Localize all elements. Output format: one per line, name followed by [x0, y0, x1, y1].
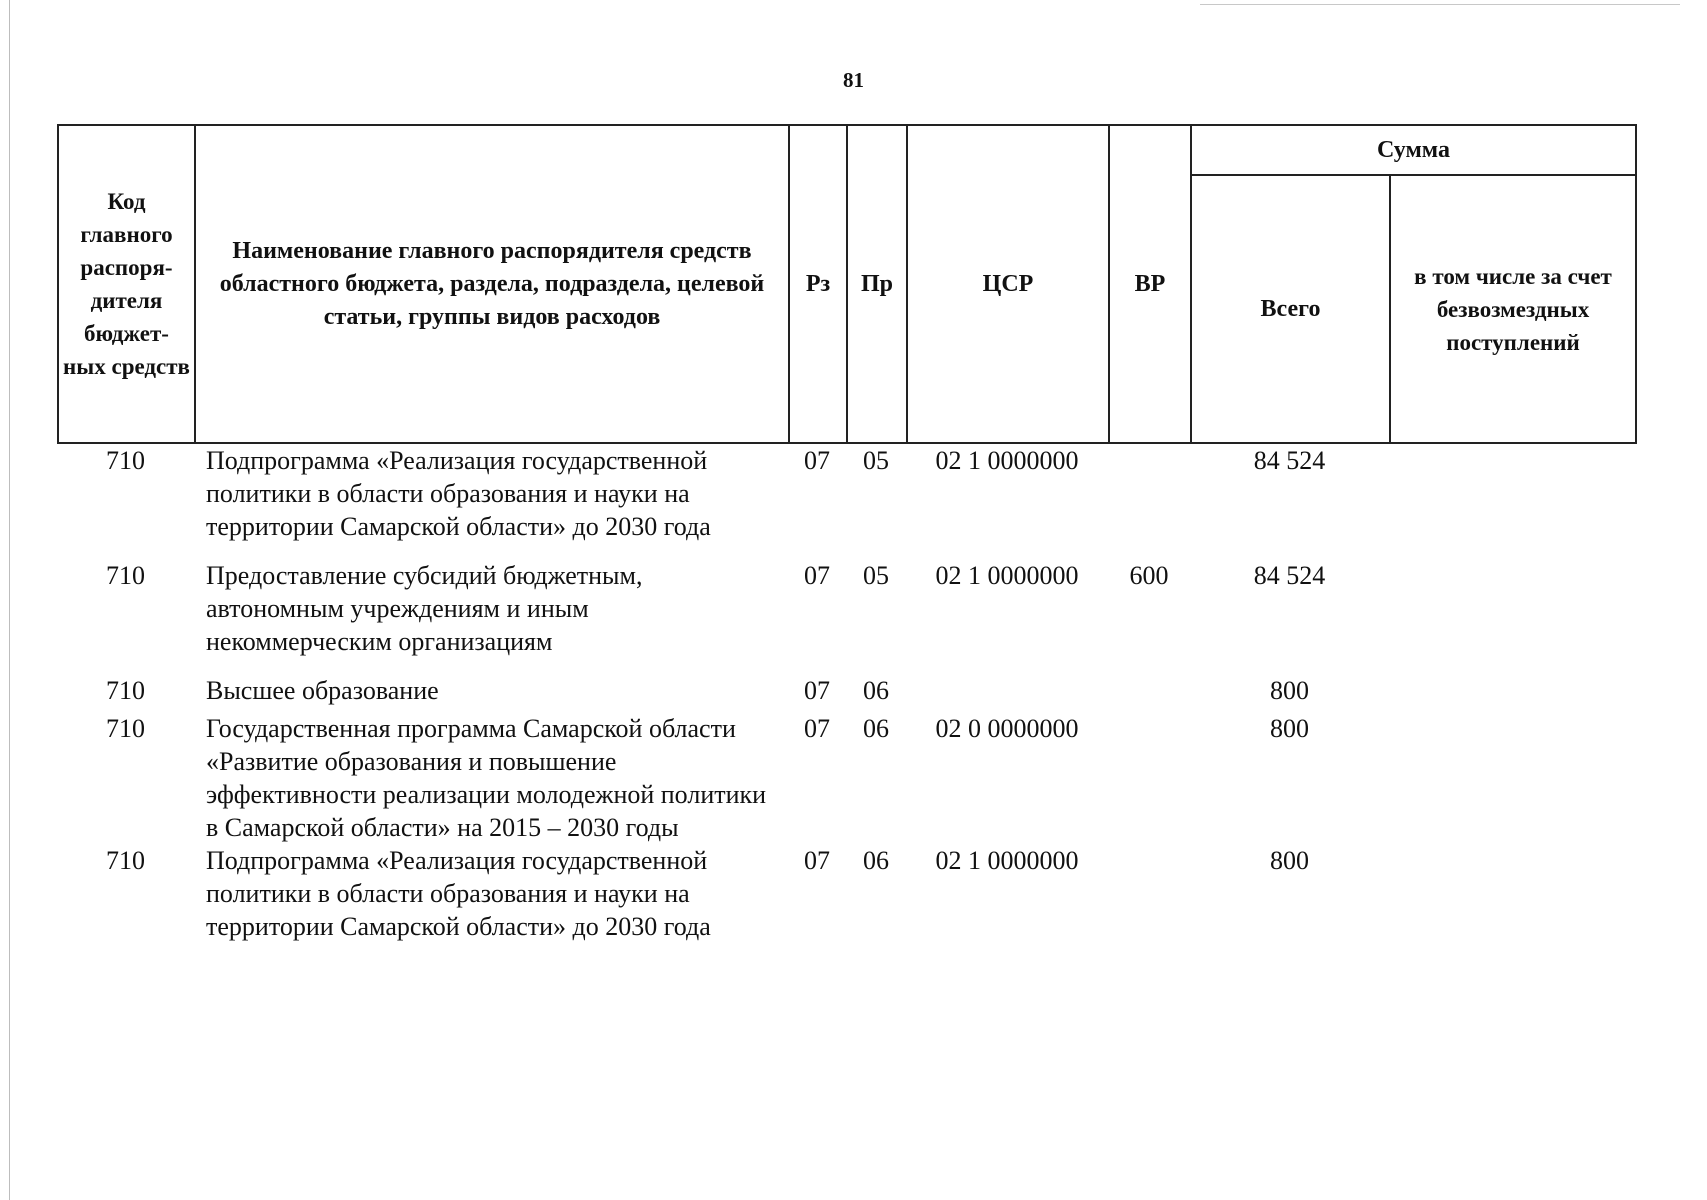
table-row — [57, 844, 1635, 943]
cell-csr: 02 1 0000000 — [935, 446, 1079, 475]
cell-pr: 06 — [863, 846, 889, 875]
cell-vr — [1108, 844, 1190, 943]
page-number: 81 — [843, 68, 864, 92]
cell-rz: 07 — [804, 446, 830, 475]
cell-csr: 02 0 0000000 — [935, 714, 1079, 743]
cell-free — [1389, 559, 1635, 674]
cell-total: 800 — [1270, 714, 1309, 743]
cell-vr — [1108, 444, 1190, 559]
cell-name: Высшее образование — [206, 676, 439, 705]
cell-code: 710 — [106, 846, 145, 875]
budget-table-body — [57, 444, 1635, 943]
cell-name: Подпрограмма «Реализация государственной политики в области образования и науки на территории Самарской области» до 2030 года — [206, 446, 711, 541]
cell-pr: 05 — [863, 561, 889, 590]
cell-rz: 07 — [804, 714, 830, 743]
cell-free — [1389, 844, 1635, 943]
cell-vr: 600 — [1129, 561, 1169, 590]
table-row — [57, 559, 1635, 674]
table-row — [57, 444, 1635, 559]
cell-rz: 07 — [804, 846, 830, 875]
cell-name: Подпрограмма «Реализация государственной политики в области образования и науки на территории Самарской области» до 2030 года — [206, 846, 711, 941]
cell-csr — [906, 674, 1108, 712]
cell-pr: 05 — [863, 446, 889, 475]
cell-total: 84 524 — [1253, 446, 1326, 475]
cell-name: Государственная программа Самарской области «Развитие образования и повышение эффективности реализации молодежной политики в Самарской области» на 2015 – 2030 годы — [206, 714, 767, 842]
cell-code: 710 — [106, 446, 145, 475]
header-csr: ЦСР — [907, 125, 1109, 443]
cell-vr — [1108, 674, 1190, 712]
table-row — [57, 674, 1635, 712]
cell-free — [1389, 712, 1635, 844]
header-rz: Рз — [789, 125, 847, 443]
table-row — [57, 712, 1635, 844]
header-free: в том числе за счет безвозмездных поступлений — [1390, 175, 1636, 443]
cell-free — [1389, 674, 1635, 712]
header-sum: Сумма — [1191, 125, 1636, 175]
budget-table-header — [57, 124, 1637, 444]
cell-code: 710 — [106, 561, 145, 590]
header-name: Наименование главного распорядителя средств областного бюджета, раздела, подраздела, целевой статьи, группы видов расходов — [195, 125, 789, 443]
cell-code: 710 — [106, 714, 145, 743]
cell-total: 84 524 — [1253, 561, 1326, 590]
cell-rz: 07 — [804, 561, 830, 590]
cell-code: 710 — [106, 676, 145, 705]
header-total: Всего — [1191, 175, 1390, 443]
scan-edge-left — [9, 0, 10, 1200]
scan-edge-top — [1200, 4, 1680, 5]
cell-total: 800 — [1270, 676, 1309, 705]
header-vr: ВР — [1109, 125, 1191, 443]
cell-vr — [1108, 712, 1190, 844]
cell-name: Предоставление субсидий бюджетным, автономным учреждениям и иным некоммерческим организациям — [206, 561, 643, 656]
cell-free — [1389, 444, 1635, 559]
cell-rz: 07 — [804, 676, 830, 705]
cell-pr: 06 — [863, 714, 889, 743]
cell-pr: 06 — [863, 676, 889, 705]
cell-csr: 02 1 0000000 — [935, 561, 1079, 590]
cell-csr: 02 1 0000000 — [935, 846, 1079, 875]
header-code: Код главного распоря-дителя бюджет-ных средств — [58, 125, 195, 443]
header-pr: Пр — [847, 125, 907, 443]
cell-total: 800 — [1270, 846, 1309, 875]
